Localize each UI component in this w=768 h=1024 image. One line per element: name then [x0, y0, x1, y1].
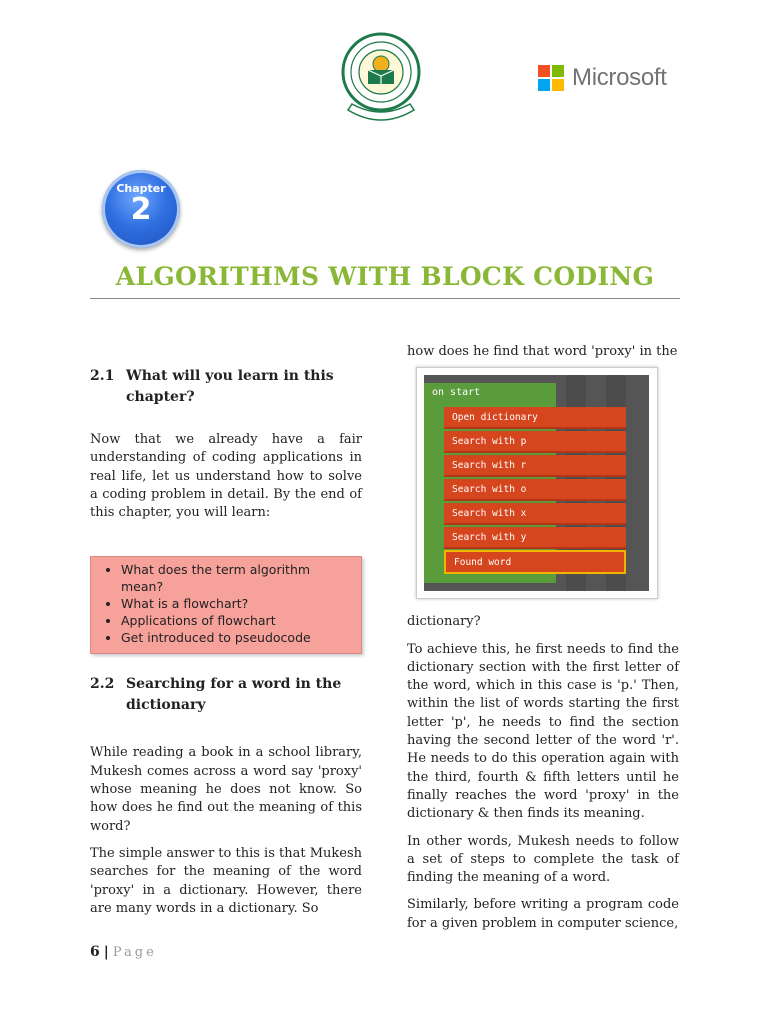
list-item: • Applications of flowchart: [121, 613, 353, 630]
paragraph: While reading a book in a school library, Mukesh comes across a word say 'proxy' whose meaning he does not know. So how does he find out the meaning of this word?: [90, 745, 362, 834]
title-divider: [90, 298, 680, 299]
paragraph-continued: dictionary?: [407, 614, 481, 630]
paragraph: Similarly, before writing a program code for a given problem in computer science,: [407, 897, 679, 931]
block-code-figure: [416, 367, 658, 599]
ms-square-red: [538, 65, 550, 77]
list-item: • What is a flowchart?: [121, 596, 353, 613]
ms-square-yellow: [552, 79, 564, 91]
objectives-list: [99, 562, 353, 646]
code-block: Search with o: [444, 479, 626, 501]
chapter-badge: [102, 170, 180, 248]
section-heading-text: What will you learn in this chapter?: [126, 368, 334, 405]
list-item: • Get introduced to pseudocode: [121, 630, 353, 647]
section-number: 2.1: [90, 368, 115, 384]
section-heading-2-1: [90, 366, 362, 408]
paragraph: To achieve this, he first needs to find the dictionary section with the first letter of the word, which in this case is 'p.' Then, within the list of words starting the first letter 'p', he needs to find the section having the second letter of the word 'r'. He needs to do this operation again with the third, fourth & fifth letters until he finally reaches the word 'proxy' in the dictionary & then finds its meaning.: [407, 641, 679, 822]
section-heading-2-2: [90, 674, 362, 716]
on-start-label: on start: [432, 387, 481, 398]
ms-square-blue: [538, 79, 550, 91]
learning-objectives-box: [90, 556, 362, 654]
paragraph: In other words, Mukesh needs to follow a set of steps to complete the task of finding the meaning of a word.: [407, 833, 679, 886]
chapter-number: 2: [130, 192, 152, 227]
paragraph: The simple answer to this is that Mukesh searches for the meaning of the word 'proxy' in a dictionary. However, there are many words in a dictionary. So: [90, 845, 362, 916]
section-number: 2.2: [90, 676, 115, 693]
code-block-found: Found word: [444, 550, 626, 574]
ms-square-green: [552, 65, 564, 77]
chapter-label: Chapter: [116, 182, 166, 195]
code-block: Search with y: [444, 527, 626, 549]
section-heading-text: Searching for a word in the dictionary: [126, 676, 342, 714]
chapter-title: ALGORITHMS WITH BLOCK CODING: [115, 262, 655, 291]
paragraph-continued: how does he find that word 'proxy' in the: [407, 344, 678, 359]
footer-page-word: Page: [112, 945, 157, 960]
code-block: Open dictionary: [444, 407, 626, 429]
code-block: Search with r: [444, 455, 626, 477]
intro-paragraph: Now that we already have a fair understanding of coding applications in real life, let us understand how to solve a coding problem in detail. By the end of this chapter, you will learn:: [90, 432, 362, 521]
left-column: [90, 340, 362, 918]
page-number: 6: [90, 944, 100, 960]
code-block: Search with p: [444, 431, 626, 453]
cbse-logo: [338, 30, 424, 130]
code-workspace: [424, 375, 649, 591]
microsoft-grid-icon: [538, 65, 564, 91]
list-item: • What does the term algorithm mean?: [121, 562, 353, 596]
microsoft-wordmark: Microsoft: [572, 64, 667, 91]
microsoft-logo: [538, 64, 667, 92]
page-footer: [90, 944, 157, 960]
footer-separator: |: [103, 944, 109, 960]
code-block: Search with x: [444, 503, 626, 525]
